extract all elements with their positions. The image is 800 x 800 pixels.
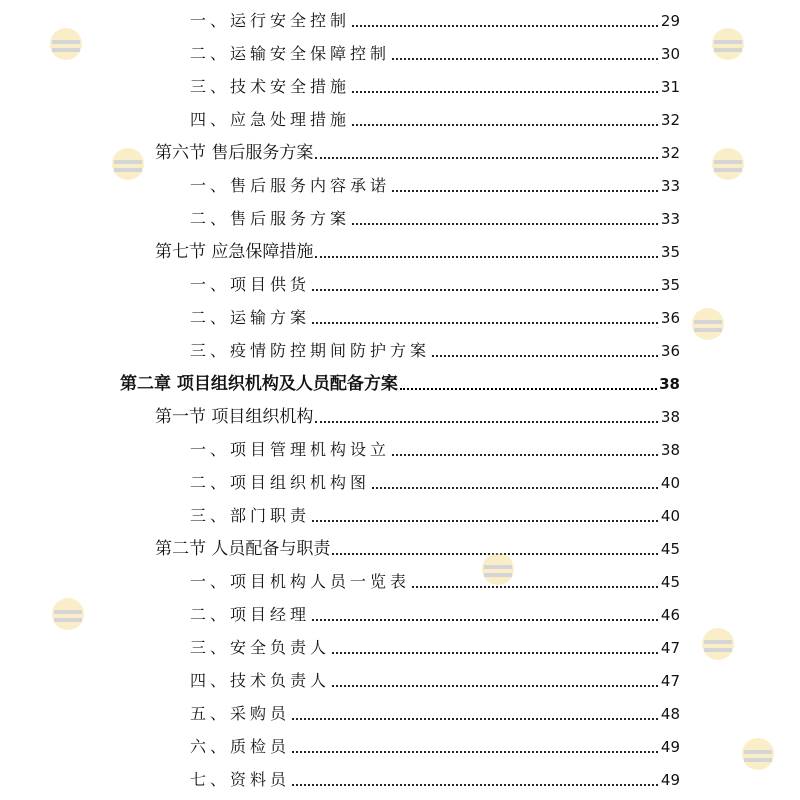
toc-entry-title: 一、项目机构人员一览表 — [190, 572, 411, 591]
toc-page-number: 35 — [660, 276, 680, 294]
toc-entry-title: 一、项目供货 — [190, 275, 311, 294]
toc-entry[interactable] — [190, 101, 680, 131]
toc-entry[interactable] — [190, 464, 680, 494]
toc-dot-leader — [292, 784, 658, 786]
toc-entry[interactable] — [190, 728, 680, 758]
toc-page-number: 35 — [660, 243, 680, 261]
toc-entry-title: 一、运行安全控制 — [190, 11, 351, 30]
toc-entry-title: 第二章 项目组织机构及人员配备方案 — [120, 374, 398, 394]
toc-entry[interactable] — [190, 200, 680, 230]
toc-dot-leader — [352, 91, 658, 93]
toc-entry-title: 第六节 售后服务方案 — [155, 143, 314, 163]
toc-entry[interactable] — [190, 35, 680, 65]
toc-entry-title: 一、项目管理机构设立 — [190, 440, 391, 459]
toc-dot-leader — [352, 25, 658, 27]
toc-entry-title: 六、质检员 — [190, 737, 291, 756]
toc-entry-title: 三、疫情防控期间防护方案 — [190, 341, 431, 360]
toc-entry[interactable] — [155, 398, 680, 428]
toc-page-number: 38 — [659, 375, 680, 393]
toc-entry[interactable] — [190, 2, 680, 32]
toc-page-number: 40 — [660, 474, 680, 492]
toc-dot-leader — [312, 619, 658, 621]
toc-page-number: 38 — [660, 408, 680, 426]
toc-dot-leader — [292, 718, 658, 720]
toc-entry[interactable] — [155, 530, 680, 560]
toc-entry-title: 五、采购员 — [190, 704, 291, 723]
toc-entry-title: 四、应急处理措施 — [190, 110, 351, 129]
toc-page-number: 32 — [660, 144, 680, 162]
toc-entry-title: 二、项目组织机构图 — [190, 473, 371, 492]
toc-entry-title: 七、资料员 — [190, 770, 291, 789]
toc-page-number: 46 — [660, 606, 680, 624]
toc-entry[interactable] — [155, 233, 680, 263]
toc-entry[interactable] — [190, 266, 680, 296]
toc-page-number: 49 — [660, 738, 680, 756]
toc-entry-title: 二、项目经理 — [190, 605, 311, 624]
toc-entry-title: 三、技术安全措施 — [190, 77, 351, 96]
toc-entry-title: 二、运输安全保障控制 — [190, 44, 391, 63]
toc-dot-leader — [392, 454, 658, 456]
toc-dot-leader — [312, 289, 658, 291]
toc-entry[interactable] — [190, 662, 680, 692]
toc-entry-title: 三、安全负责人 — [190, 638, 331, 657]
bee-logo-icon — [38, 20, 94, 76]
toc-dot-leader — [315, 157, 658, 159]
toc-entry[interactable] — [190, 68, 680, 98]
toc-page-number: 48 — [660, 705, 680, 723]
toc-entry[interactable] — [190, 167, 680, 197]
toc-page-number: 47 — [660, 672, 680, 690]
toc-page-number: 45 — [660, 573, 680, 591]
toc-page-number: 49 — [660, 771, 680, 789]
toc-dot-leader — [392, 58, 658, 60]
toc-entry[interactable] — [190, 695, 680, 725]
toc-entry-title: 第二节 人员配备与职责 — [155, 539, 331, 559]
toc-page-number: 47 — [660, 639, 680, 657]
toc-page-number: 38 — [660, 441, 680, 459]
toc-entry-title: 四、技术负责人 — [190, 671, 331, 690]
toc-dot-leader — [352, 223, 658, 225]
toc-entry[interactable] — [190, 497, 680, 527]
toc-entry[interactable] — [120, 365, 680, 395]
toc-dot-leader — [315, 256, 658, 258]
toc-entry[interactable] — [190, 596, 680, 626]
toc-dot-leader — [392, 190, 658, 192]
toc-dot-leader — [312, 520, 658, 522]
toc-entry-title: 第一节 项目组织机构 — [155, 407, 314, 427]
toc-dot-leader — [400, 388, 657, 390]
toc-entry[interactable] — [190, 761, 680, 791]
bee-logo-icon — [100, 140, 156, 196]
toc-page-number: 36 — [660, 342, 680, 360]
toc-dot-leader — [332, 652, 658, 654]
toc-dot-leader — [372, 487, 658, 489]
bee-logo-icon — [470, 545, 526, 601]
toc-page-number: 32 — [660, 111, 680, 129]
toc-page-number: 31 — [660, 78, 680, 96]
toc-entry[interactable] — [190, 629, 680, 659]
toc-dot-leader — [332, 685, 658, 687]
bee-logo-icon — [700, 140, 756, 196]
bee-logo-icon — [730, 730, 786, 786]
toc-dot-leader — [432, 355, 658, 357]
toc-entry-title: 二、售后服务方案 — [190, 209, 351, 228]
toc-entry[interactable] — [190, 431, 680, 461]
toc-dot-leader — [292, 751, 658, 753]
toc-page-number: 40 — [660, 507, 680, 525]
toc-page-number: 36 — [660, 309, 680, 327]
toc-entry[interactable] — [190, 563, 680, 593]
bee-logo-icon — [680, 300, 736, 356]
bee-logo-icon — [690, 620, 746, 676]
toc-entry[interactable] — [190, 332, 680, 362]
toc-dot-leader — [412, 586, 658, 588]
toc-entry-title: 二、运输方案 — [190, 308, 311, 327]
toc-entry-title: 一、售后服务内容承诺 — [190, 176, 391, 195]
toc-page-number: 33 — [660, 210, 680, 228]
toc-page-number: 29 — [660, 12, 680, 30]
toc-dot-leader — [352, 124, 658, 126]
toc-entry[interactable] — [190, 299, 680, 329]
bee-logo-icon — [700, 20, 756, 76]
toc-entry[interactable] — [155, 134, 680, 164]
bee-logo-icon — [40, 590, 96, 646]
toc-entry-title: 第七节 应急保障措施 — [155, 242, 314, 262]
toc-entry-title: 三、部门职责 — [190, 506, 311, 525]
toc-dot-leader — [312, 322, 658, 324]
toc-page-number: 33 — [660, 177, 680, 195]
toc-page-number: 45 — [660, 540, 680, 558]
toc-page-number: 30 — [660, 45, 680, 63]
toc-dot-leader — [315, 421, 658, 423]
